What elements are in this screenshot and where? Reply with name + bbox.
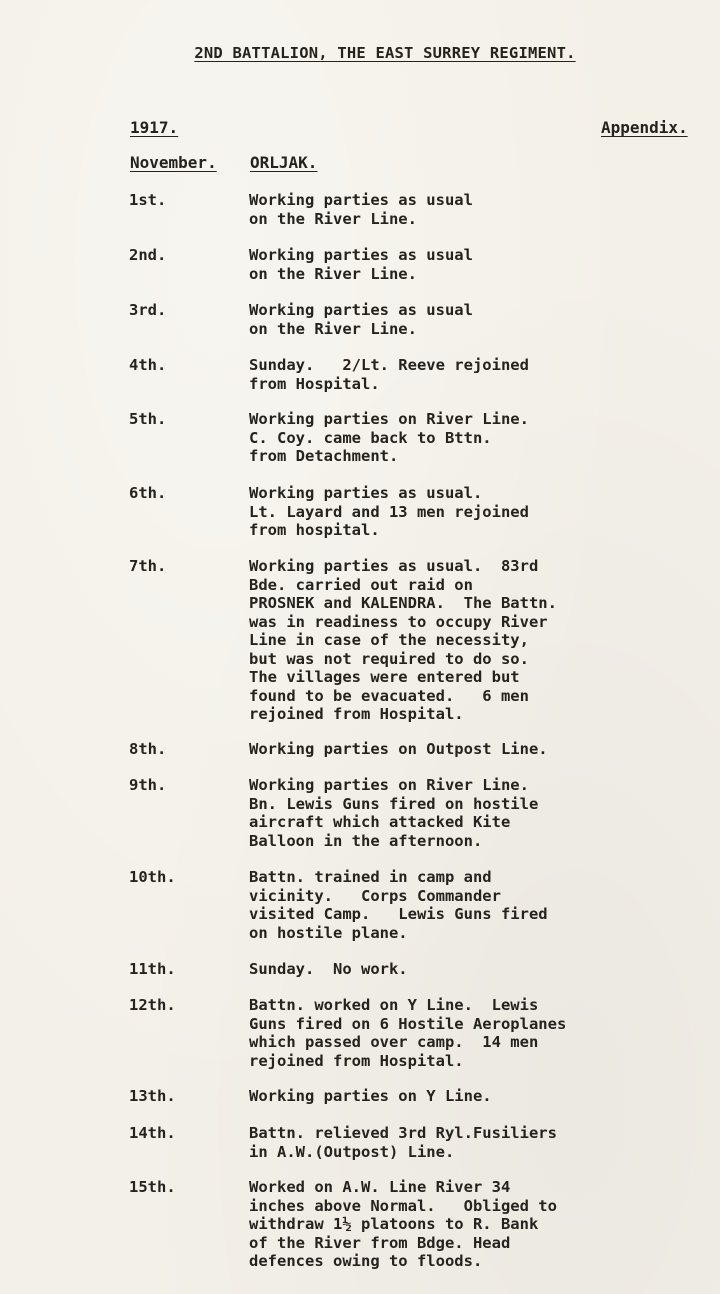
entry-text	[249, 410, 649, 466]
entry-line: Battn. trained in camp and	[249, 868, 492, 886]
entry-date: 11th.	[129, 960, 176, 978]
entry-line: from hospital.	[249, 521, 380, 539]
entry-line: The villages were entered but	[249, 668, 520, 686]
entry-line: Bn. Lewis Guns fired on hostile	[249, 794, 539, 813]
entry-line: aircraft which attacked Kite	[249, 813, 511, 831]
entry-date: 13th.	[129, 1087, 176, 1105]
entry-text	[249, 191, 649, 228]
entry-line: inches above Normal. Obliged to	[249, 1196, 557, 1215]
entry-line: Working parties as usual. 83rd	[249, 557, 539, 575]
entry-line: rejoined from Hospital.	[249, 705, 464, 723]
entry-date: 5th.	[129, 410, 167, 428]
entry-date: 8th.	[129, 740, 167, 758]
entry-line: Bde. carried out raid on	[249, 575, 473, 594]
entry-text	[249, 740, 649, 759]
entry-date: 14th.	[129, 1124, 176, 1142]
entry-line: Sunday. 2/Lt. Reeve rejoined	[249, 356, 529, 374]
year-heading: 1917.	[130, 118, 179, 137]
entry-line: which passed over camp. 14 men	[249, 1033, 539, 1051]
entry-line: rejoined from Hospital.	[249, 1051, 464, 1070]
entry-date: 2nd.	[129, 246, 167, 264]
entry-text	[249, 868, 649, 942]
entry-line: but was not required to do so.	[249, 649, 529, 668]
entry-text	[249, 996, 649, 1070]
entry-text	[249, 484, 649, 540]
month-heading: November.	[130, 153, 217, 172]
entry-line: visited Camp. Lewis Guns fired	[249, 905, 548, 923]
entry-line: of the River from Bdge. Head	[249, 1233, 511, 1252]
entry-line: Working parties as usual	[249, 191, 473, 209]
entry-line: was in readiness to occupy River	[249, 612, 548, 631]
entry-line: Guns fired on 6 Hostile Aeroplanes	[249, 1014, 567, 1033]
entry-date: 7th.	[129, 557, 167, 575]
entry-line: on hostile plane.	[249, 923, 408, 942]
entry-line: Worked on A.W. Line River 34	[249, 1178, 511, 1196]
entry-text	[249, 557, 649, 724]
entry-line: found to be evacuated. 6 men	[249, 686, 529, 705]
entry-line: Working parties as usual.	[249, 484, 483, 502]
entry-date: 15th.	[129, 1178, 176, 1196]
entry-text	[249, 301, 649, 338]
entry-line: Working parties on Outpost Line.	[249, 740, 548, 758]
place-heading: ORLJAK.	[250, 153, 318, 172]
entry-text	[249, 1124, 649, 1161]
entry-date: 6th.	[129, 484, 167, 502]
entry-line: Working parties as usual	[249, 246, 473, 264]
entry-line: C. Coy. came back to Bttn.	[249, 428, 492, 447]
entry-line: withdraw 1½ platoons to R. Bank	[249, 1215, 539, 1233]
entry-text	[249, 1087, 649, 1106]
entry-text	[249, 356, 649, 393]
entry-line: Working parties on River Line.	[249, 410, 529, 428]
entry-date: 1st.	[129, 191, 167, 209]
entry-date: 12th.	[129, 996, 176, 1014]
entry-line: Sunday. No work.	[249, 960, 408, 978]
entry-date: 10th.	[129, 868, 176, 886]
entry-line: PROSNEK and KALENDRA. The Battn.	[249, 594, 557, 612]
entry-line: Line in case of the necessity,	[249, 631, 529, 649]
entry-date: 4th.	[129, 356, 167, 374]
entry-line: defences owing to floods.	[249, 1252, 483, 1270]
entry-text	[249, 246, 649, 283]
entry-text	[249, 776, 649, 850]
entry-text	[249, 1178, 649, 1271]
entry-line: Working parties as usual	[249, 301, 473, 319]
entry-text	[249, 960, 649, 979]
appendix-heading: Appendix.	[601, 118, 688, 137]
entry-line: Working parties on Y Line.	[249, 1087, 492, 1105]
entry-line: from Hospital.	[249, 374, 380, 393]
entry-line: on the River Line.	[249, 264, 417, 283]
entry-date: 3rd.	[129, 301, 167, 319]
entry-line: on the River Line.	[249, 209, 417, 228]
entry-line: vicinity. Corps Commander	[249, 886, 501, 905]
entry-line: on the River Line.	[249, 319, 417, 338]
entry-line: from Detachment.	[249, 447, 399, 465]
entry-date: 9th.	[129, 776, 167, 794]
entry-line: Working parties on River Line.	[249, 776, 529, 794]
entry-line: Balloon in the afternoon.	[249, 831, 483, 850]
entry-line: Lt. Layard and 13 men rejoined	[249, 502, 529, 521]
entry-line: in A.W.(Outpost) Line.	[249, 1142, 455, 1161]
entry-line: Battn. worked on Y Line. Lewis	[249, 996, 539, 1014]
document-title: 2ND BATTALION, THE EAST SURREY REGIMENT.	[194, 44, 576, 62]
entry-line: Battn. relieved 3rd Ryl.Fusiliers	[249, 1124, 557, 1142]
